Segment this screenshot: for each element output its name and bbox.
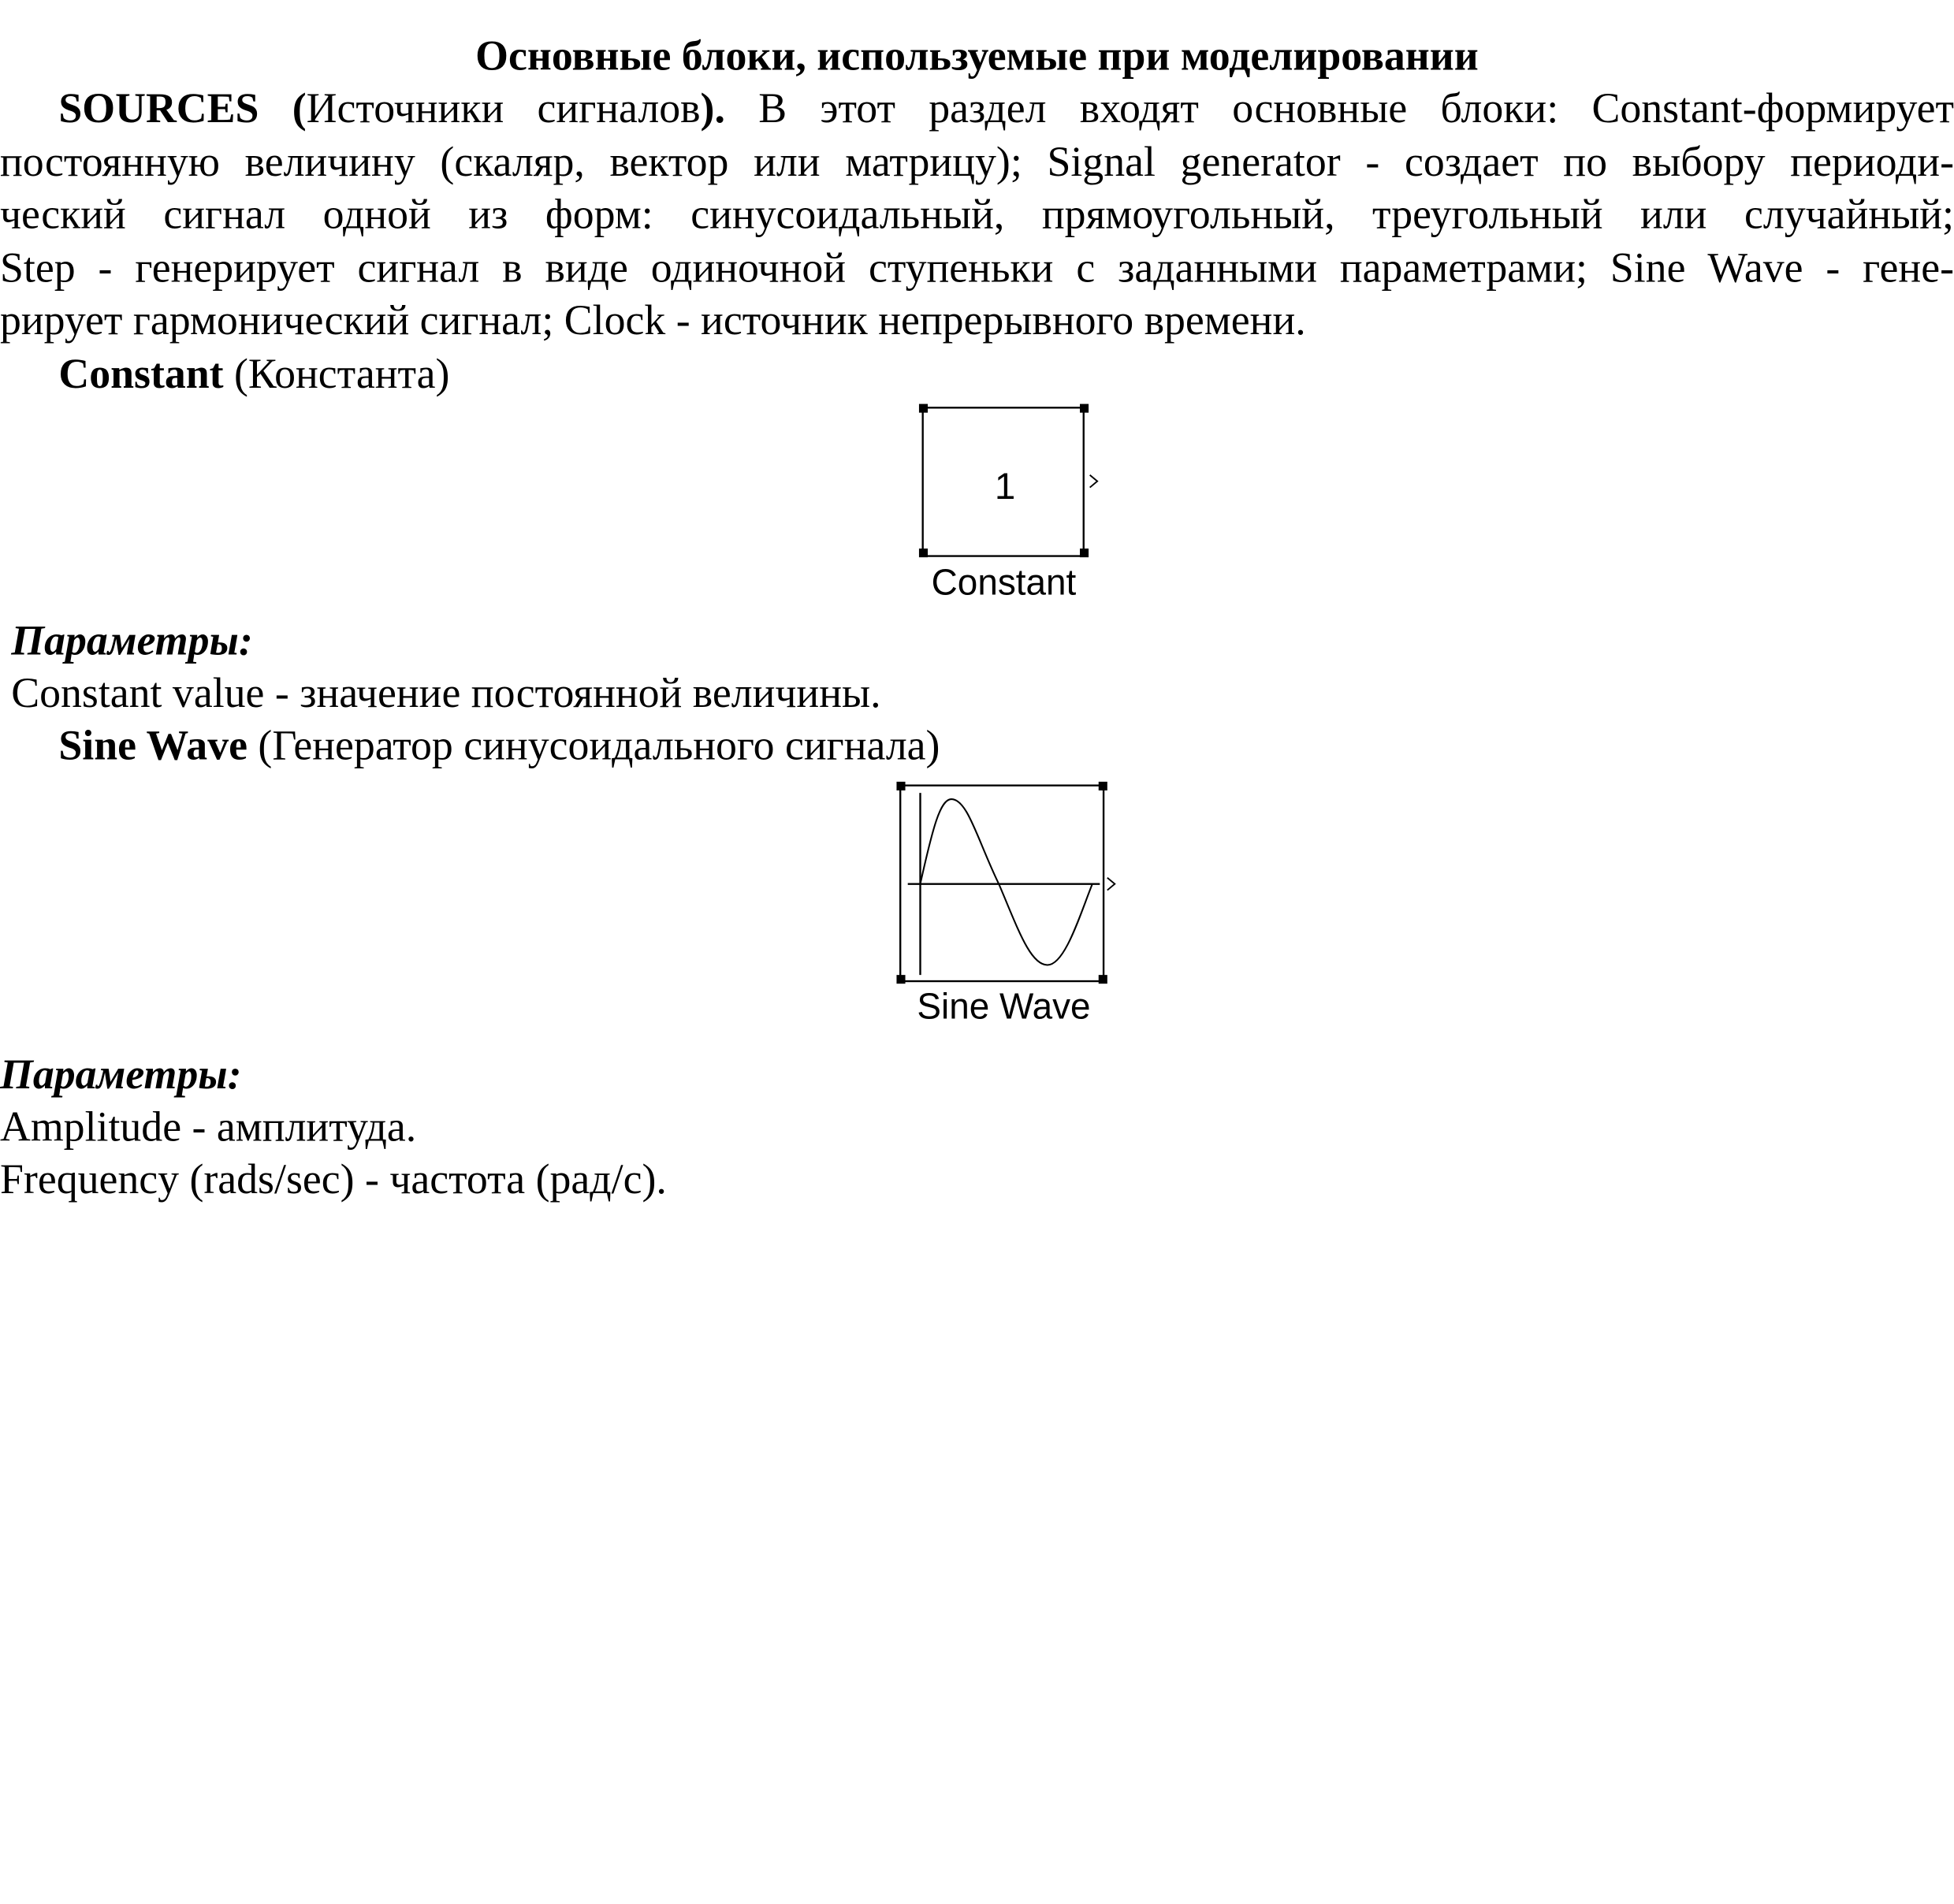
block-handle [896,975,905,984]
sources-line-2: постоянную величину (скаляр, вектор или матрицу); Signal generator - создает по выбору периоди- [0,139,1954,185]
constant-params-heading: Параметры: [11,618,253,665]
sine-wave-block [893,778,1125,990]
page-title: Основные блоки, используемые при моделировании [475,33,1479,80]
constant-heading: Constant (Константа) [58,351,450,398]
sine-param-frequency: Frequency (rads/sec) - частота (рад/с). [0,1157,667,1203]
sources-line-5: рирует гармонический сигнал; Clock - источник непрерывного времени. [0,298,1306,344]
block-handle [1080,549,1089,557]
sine-wave-heading: Sine Wave (Генератор синусоидального сигнала) [58,723,940,770]
block-handle [1099,782,1107,790]
block-handle [896,782,905,790]
output-port-icon [1107,878,1115,891]
sine-wave-block-label: Sine Wave [917,987,1091,1028]
block-handle [919,404,928,413]
sine-param-amplitude: Amplitude - амплитуда. [0,1104,417,1151]
sources-heading: SOURCES [58,86,259,132]
output-port-icon [1090,475,1097,488]
block-handle [1080,404,1089,413]
sources-line-1: SOURCES (Источники сигналов). В этот раздел входят основные блоки: Constant-формирует [58,86,1954,132]
sources-paragraph [0,84,1954,348]
sources-heading-rest: Источники сигналов [306,86,701,132]
sources-line-3: ческий сигнал одной из форм: синусоидальный, прямоугольный, треугольный или случайный; [0,192,1954,239]
block-handle [919,549,928,557]
constant-param-value: Constant value - значение постоянной величины. [11,671,881,717]
constant-block [917,401,1104,563]
constant-block-value: 1 [994,465,1016,508]
block-handle [1099,975,1107,984]
sine-params-heading: Параметры: [0,1052,242,1099]
constant-block-label: Constant [931,563,1077,604]
sources-line-4: Step - генерирует сигнал в виде одиночной ступеньки с заданными параметрами; Sine Wave - гене- [0,244,1954,292]
